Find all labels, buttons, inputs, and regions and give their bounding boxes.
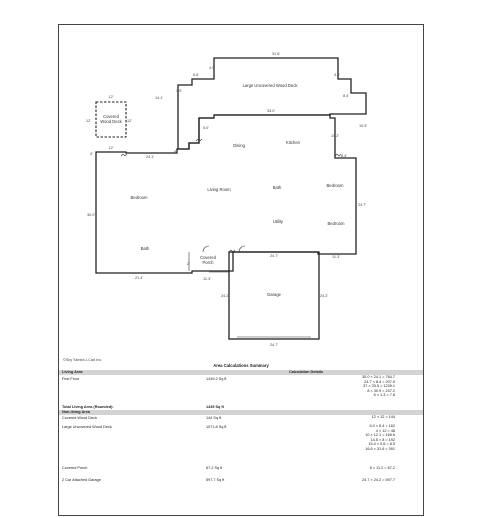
room-porch-2: Porch [202,260,214,265]
dim-deck-top: 31.6' [271,52,281,56]
dim-left-step-v: 8' [174,150,177,154]
dim-cov-deck-top: 12' [108,95,114,99]
room-bedroom-left: Bedroom [130,195,148,200]
dim-house-left: 30.0' [87,213,96,217]
break-mark [121,154,127,156]
dim-right-notch-v: 10.9' [359,124,368,128]
room-bath-lower: Bath [140,246,150,251]
room-bath-upper: Bath [272,185,282,190]
door-arc [203,246,209,252]
dim-porch-left: 2' [187,262,190,266]
dim-deck-v1: 4.9' [209,66,216,70]
first-floor-row: First Floor 1439.2 Sq ft 30.0 × 24.1 = 764.7 24.7 × 8.4 = 207.5 37 × 33.5 = 1239.1 8 × 30.9 = 247.2 6 × 1.3 = 7.8 [62,375,395,398]
room-bedroom-right-bottom: Bedroom [327,221,345,226]
dim-porch-bottom: 11.3' [203,277,211,281]
room-porch-1: Covered [200,255,216,260]
dim-cov-deck-left: 12' [86,119,91,123]
non-living-header: Non-living Area [59,410,423,415]
floor-plan-drawing [59,25,423,363]
copyright-text: ©Sky Sketch-i-Cad Inc. [63,358,103,362]
total-living-row: Total Living Area (Rounded): 1439 Sq ft [62,405,224,409]
dim-deck-step-h: 14.1' [155,96,164,100]
room-kitchen: Kitchen [286,140,300,145]
dim-garage-right: 24.2' [320,294,329,298]
room-garage: Garage [267,292,281,297]
dim-left-small: 4' [90,152,93,156]
room-large-deck: Large Uncovered Wood Deck [242,83,298,88]
dim-garage-left: 24.2' [221,294,230,298]
dim-right-notch-h: 8.4' [341,154,348,158]
room-covered-deck-2: Wood Deck [100,119,122,124]
dim-left-step-h: 24.1' [146,155,155,159]
dim-deck-left-step: 6.6' [193,73,200,77]
house-outline [96,115,356,273]
room-utility: Utility [272,219,284,224]
room-bedroom-right-top: Bedroom [326,183,344,188]
dim-house-bottom-left: 21.4' [134,276,144,280]
garage-row: 2 Car Attached Garage 597.7 Sq ft 24.7 × 24.2 = 597.7 [62,478,395,482]
door-arc [239,246,245,252]
large-deck-row: Large Uncovered Wood Deck 1071.8 Sq ft 6.0 × 8.4 = 162 4 × 12 = 48 10 × 12.1 = 165.6 14.5 × 8 = 192 15.4 × 0.5 = 8.5 16.6 × 31.6 = 391 [62,424,395,451]
dim-kitchen-notch-2: 10.2' [331,134,340,138]
area-summary-table [59,370,423,486]
room-covered-deck-1: Covered [103,114,119,119]
dim-cov-deck-right: 12' [127,119,132,123]
room-dining: Dining [233,143,245,148]
dim-deck-v2: 3.9' [176,89,183,93]
floor-plan-sheet [58,24,424,516]
dim-deck-right-h: 8.4' [343,94,350,98]
dim-garage-top: 24.7' [269,254,279,258]
dim-house-right: 24.7' [358,203,367,207]
dim-house-bottom-right: 11.3' [332,255,340,259]
covered-porch-row: Covered Porch 67.2 Sq ft 8 × 11.2 = 67.2 [62,466,395,470]
living-area-header: Living Area Calculation Details [59,370,423,375]
dim-kitchen-notch-1: 5.0' [203,126,210,130]
dim-cov-deck-bottom: 12' [108,146,114,150]
dim-house-top: 33.0' [266,109,276,113]
room-living: Living Room [207,187,231,192]
dim-deck-right-v: 3.3' [334,73,341,77]
covered-deck-row: Covered Wood Deck 144 Sq ft 12 × 12 = 144 [62,415,395,420]
dim-garage-bottom: 24.7' [269,343,279,347]
summary-title: Area Calculations Summary [213,363,269,368]
